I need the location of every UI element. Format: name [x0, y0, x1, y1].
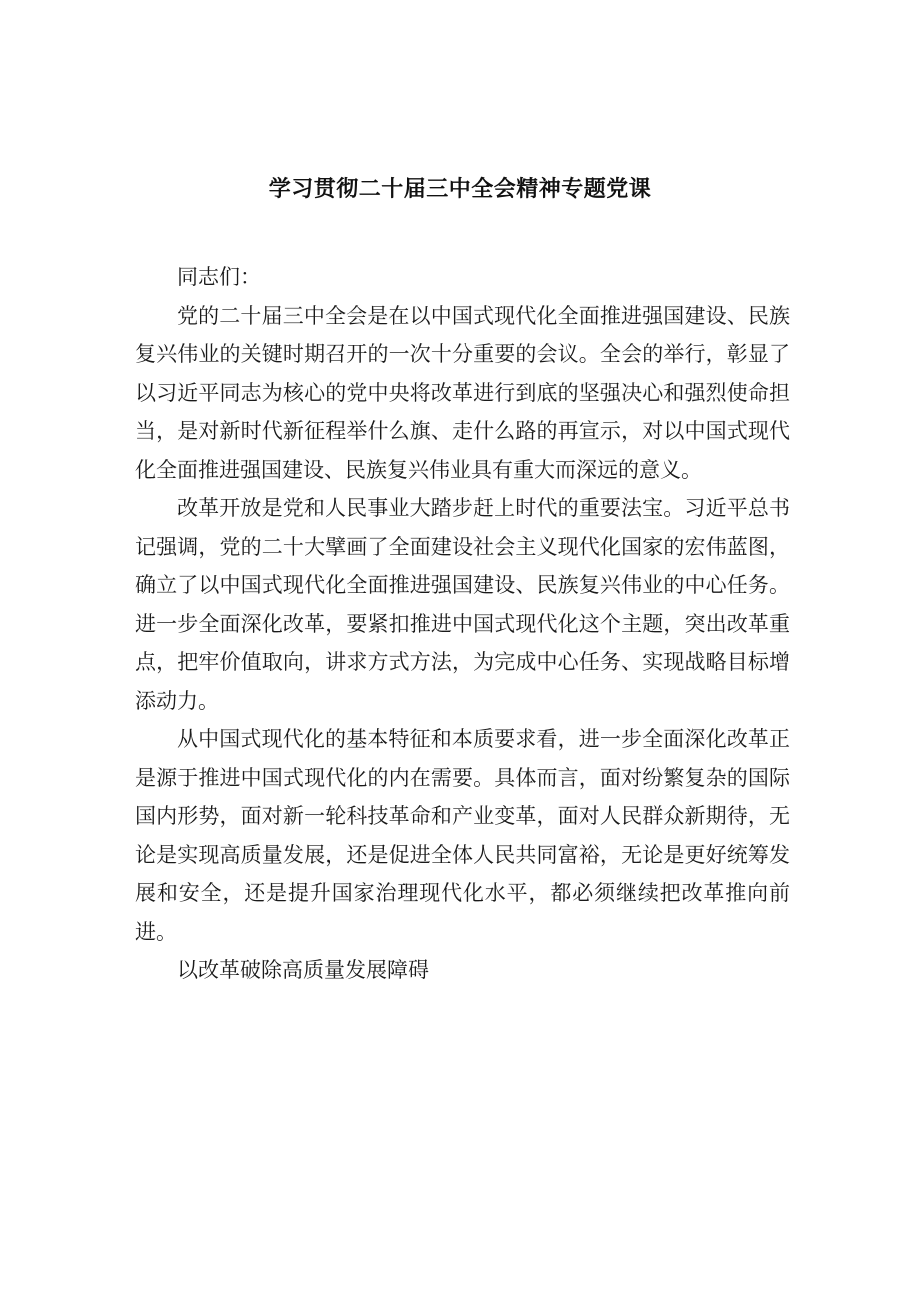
paragraph-1: 党的二十届三中全会是在以中国式现代化全面推进强国建设、民族复兴伟业的关键时期召开的一次十分重要的会议。全会的举行，彰显了以习近平同志为核心的党中央将改革进行到底的坚强决心和强烈使命担当，是对新时代新征程举什么旗、走什么路的再宣示，对以中国式现代化全面推进强国建设、民族复兴伟业具有重大而深远的意义。: [135, 303, 790, 482]
paragraph-2: 改革开放是党和人民事业大踏步赶上时代的重要法宝。习近平总书记强调，党的二十大擘画了全面建设社会主义现代化国家的宏伟蓝图，确立了以中国式现代化全面推进强国建设、民族复兴伟业的中心任务。进一步全面深化改革，要紧扣推进中国式现代化这个主题，突出改革重点，把牢价值取向，讲求方式方法，为完成中心任务、实现战略目标增添动力。: [135, 496, 790, 713]
section-heading: 以改革破除高质量发展障碍: [177, 958, 429, 982]
paragraph-3: 从中国式现代化的基本特征和本质要求看，进一步全面深化改革正是源于推进中国式现代化的内在需要。具体而言，面对纷繁复杂的国际国内形势，面对新一轮科技革命和产业变革，面对人民群众新期待，无论是实现高质量发展，还是促进全体人民共同富裕，无论是更好统筹发展和安全，还是提升国家治理现代化水平，都必须继续把改革推向前进。: [135, 727, 790, 944]
document-body: [135, 258, 790, 990]
salutation: 同志们：: [177, 265, 261, 289]
document-title: 学习贯彻二十届三中全会精神专题党课: [268, 177, 652, 202]
